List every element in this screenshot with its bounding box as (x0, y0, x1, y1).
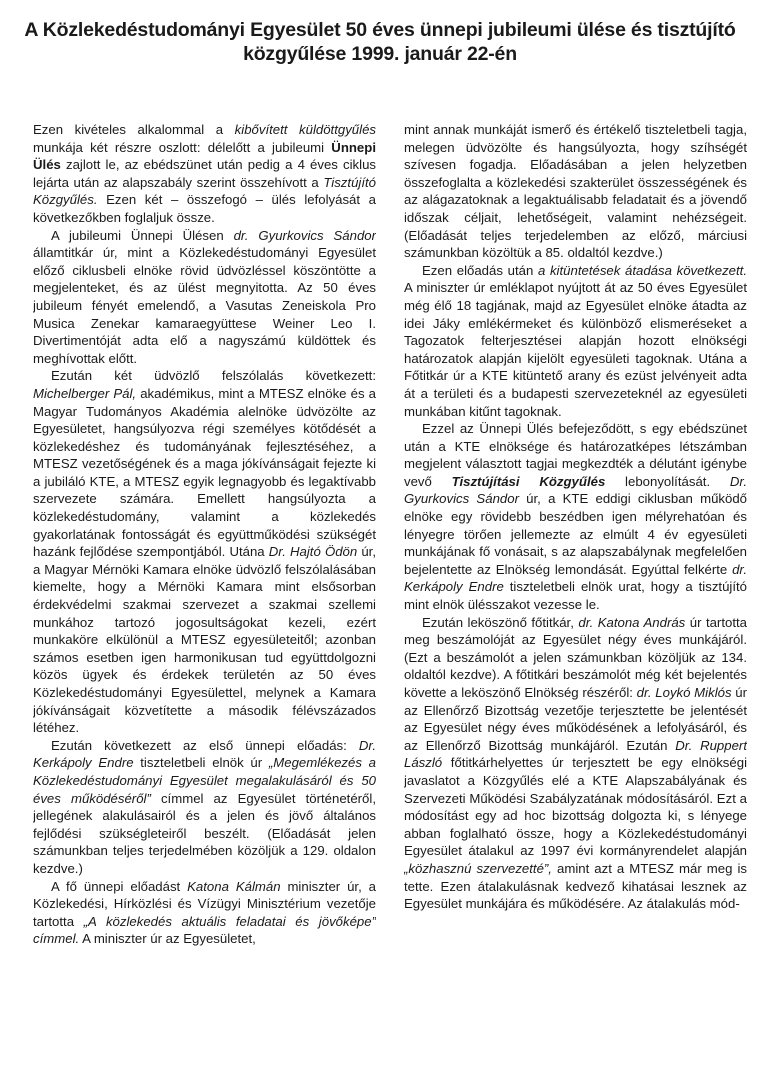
text-run: zajlott le, az ebédszünet után pedig a 4 éves ciklus lejárta után az alapszabály szerint összehívott a (33, 157, 376, 190)
text-run: Katona Kálmán (187, 878, 281, 894)
text-run: Tisztújító Közgyűlés. (33, 174, 376, 208)
text-run: A miniszter úr emléklapot nyújtott át az 50 éves Egyesület még élő 18 tagjának, majd az Egyesület elnöke átadta az idei Jáky emlékérmeket és különböző elismeréseket a Tagozatok felterjesztései alapján hozott elnökségi határozatok alapján kijelölt egyesületi tagoknak. Utána a Főtitkár úr a KTE kitüntető arany és ezüst jelvényeit adta át a területi és a budapesti szervezeteknél az egyesületi munkában kitűnt tagoknak. (404, 280, 747, 419)
text-run: Michelberger Pál, (33, 385, 137, 401)
text-run: a kitüntetések átadása következett. (537, 262, 747, 278)
text-run: Ezután leköszönő főtitkár, (422, 614, 579, 630)
text-run: Dr. Hajtó Ödön (268, 544, 358, 560)
text-run: tiszteletbeli elnök úr (133, 755, 269, 771)
text-run: dr. Loykó Miklós (636, 685, 732, 700)
left-column (33, 121, 376, 1071)
text-run: Dr. Kerkápoly Endre (33, 737, 376, 771)
text-run: úr, a KTE eddigi ciklusban működő elnöke egy rövidebb beszédben igen mélyrehatóan és lényegre törően jellemezte az elmúlt 4 év egyesületi munkájának fő vonásait, s az alapszabálynak megfelelően bejelentette az Elnökség lemondását. Egyúttal felkérte (404, 491, 747, 577)
text-run: Ezzel az Ünnepi Ülés befejeződött, s egy ebédszünet után a KTE elnöksége és határozatképes létszámban megjelent választott tagjai megkezdték a délutánt igénybe vevő (404, 421, 747, 489)
text-run: mint annak munkáját ismerő és értékelő tiszteletbeli tagja, melegen üdvözölte és hangsúlyozta, hogy szíhségét szívesen fogadja. Előadásában a jelen helyzetben összefoglalta a közlekedési szakterület összességének és az alágazatoknak a legaktuálisabb feladatait és a jövendő időszak céljait, lehetőségeit, valamint nehézségeit. (Előadását teljes terjedelemben az előző, márciusi számunkban közöltük a 85. oldaltól kezdve.) (404, 122, 747, 261)
text-run: A fő ünnepi előadást (51, 878, 188, 894)
text-run: „Megemlékezés a Közlekedéstudományi Egyesület megalakulásáról és 50 éves működéséről” (33, 755, 376, 806)
paragraph (33, 367, 376, 736)
text-run: címmel az Egyesület történetéről, jellegének alakulásairól és a jelen és jövő általános fejlődési szükségleteiről beszélt. (Előadását jelen számunkban teljes terjedelmében közöljük a 129. oldalon kezdve.) (33, 790, 376, 876)
text-run: Ünnepi Ülés (33, 139, 376, 173)
text-run: miniszter úr, a Közlekedési, Hírközlési és Vízügyi Minisztérium vezetője tartotta (33, 878, 376, 929)
paragraph (33, 121, 376, 227)
paragraph (404, 420, 747, 614)
text-run: Dr. Ruppert László (404, 737, 747, 771)
paragraph (33, 737, 376, 878)
text-run: úr tartotta meg beszámolóját az Egyesület négy éves munkájáról. (Ezt a beszámolót a jelen számunkban közöljük az 134. oldaltól kezdve). A főtitkári beszámolót még két bejelentés követte a leköszönő Elnökség részéről: (404, 614, 747, 700)
text-run: úr, a Magyar Mérnöki Kamara elnöke üdvözlő felszólalásában kiemelte, hogy a Mérnöki Kamara mint elsősorban érdekvédelmi szakmai szervezet a szakmai szellemi munkához tartozó jogosultságokat kezeli, ezért munkaköre elkülönül a MTESZ egyesületeitől; azonban számos esetben igen harmonikusan tud együttdolgozni közös ügyek és érdekek területén az 50 éves Közlekedéstudományi Egyesülettel, melynek a Kamara jókívánságait közvetítette a második félévszázados létéhez. (33, 544, 376, 736)
text-run: akadémikus, mint a MTESZ elnöke és a Magyar Tudományos Akadémia alelnöke üdvözölte az Egyesületet, hangsúlyozva régi személyes kötődését a közlekedéshez és tudományának fejlesztéséhez, a MTESZ vezetőségének és a maga jókívánságait fejezte ki a jubiláló KTE, a MTESZ egyik legnagyobb és legaktívabb szervezete számára. Emellett hangsúlyozta a közlekedéstudomány, valamint a közlekedés gyakorlatának fontosságát és együttműködési szükségét hazánk fejlődése szempontjából. Utána (33, 385, 376, 560)
paragraph (33, 878, 376, 948)
paragraph (33, 227, 376, 368)
text-columns (33, 121, 747, 1071)
text-run: államtitkár úr, mint a Közlekedéstudományi Egyesület előző ciklusbeli elnöke rövid üdvözléssel köszöntötte a megjelenteket, és az ülést megnyitotta. Az 50 éves jubileum fényét emelendő, a Vasutas Zeneiskola Pro Musica Zenekar kamaraegyüttese Weiner Leo I. Divertimentóját adta elő a nagyszámú küldöttek és meghívottak előtt. (33, 245, 376, 366)
text-run: dr. Katona András (578, 614, 686, 630)
text-run: kibővített küldöttgyűlés (234, 122, 376, 137)
text-run: „közhasznú szervezetté”, (404, 860, 552, 876)
text-run: „A közlekedés aktuális feladatai és jövőképe” címmel. (33, 913, 376, 947)
text-run: munkája két részre oszlott: délelőtt a jubileumi (33, 139, 332, 155)
text-run: Ezután következett az első ünnepi előadás: (51, 737, 359, 753)
paragraph (404, 121, 747, 262)
right-column (404, 121, 747, 1071)
text-run: A jubileumi Ünnepi Ülésen (51, 227, 234, 243)
article-title: A Közlekedéstudományi Egyesület 50 éves ünnepi jubileumi ülése és tisztújító közgyűlése 1999. január 22-én (24, 19, 736, 65)
text-run: tiszteletbeli elnök urat, hogy a tisztújító mint elnök ülésszakot vezesse le. (404, 579, 747, 613)
text-run: főtitkárhelyettes úr terjesztett be egy elnökségi javaslatot a Közgyűlés elé a KTE Alapszabályának és Szervezeti Működési Szabályzatának módosításáról. Ezt a módosítást egy ad hoc bizottság dolgozta ki, s lényege abban foglalható össze, hogy a Közlekedéstudományi Egyesület átalakul az 1997 évi kormányrendelet alapján (404, 755, 747, 859)
text-run: Tisztújítási Közgyűlés (451, 473, 606, 489)
text-run: amint azt a MTESZ már meg is tette. Ezen átalakulásnak kedvező kihatásai lesznek az Egyesület munkájára és működésére. Az átalakulás mód- (404, 860, 747, 912)
text-run: lebonyolítását. (605, 473, 730, 489)
paragraph (404, 614, 747, 913)
text-run: Dr. Gyurkovics Sándor (404, 473, 747, 507)
text-run: úr az Ellenőrző Bizottság vezetője terjesztette be jelentését az Egyesület négy éves működésének a lefolyásáról, és az Ellenőrző Bizottság munkájáról. Ezután (404, 685, 747, 753)
text-run: Ezen előadás után (422, 262, 538, 278)
text-run: Ezen két – összefogó – ülés lefolyását a következőkben foglaljuk össze. (33, 192, 376, 225)
text-run: A miniszter úr az Egyesületet, (79, 931, 256, 947)
text-run: dr. Kerkápoly Endre (404, 561, 747, 595)
text-run: Ezután két üdvözlő felszólalás következett: (51, 368, 376, 384)
text-run: dr. Gyurkovics Sándor (233, 227, 376, 243)
text-run: Ezen kivételes alkalommal a (33, 122, 235, 137)
paragraph (404, 262, 747, 420)
